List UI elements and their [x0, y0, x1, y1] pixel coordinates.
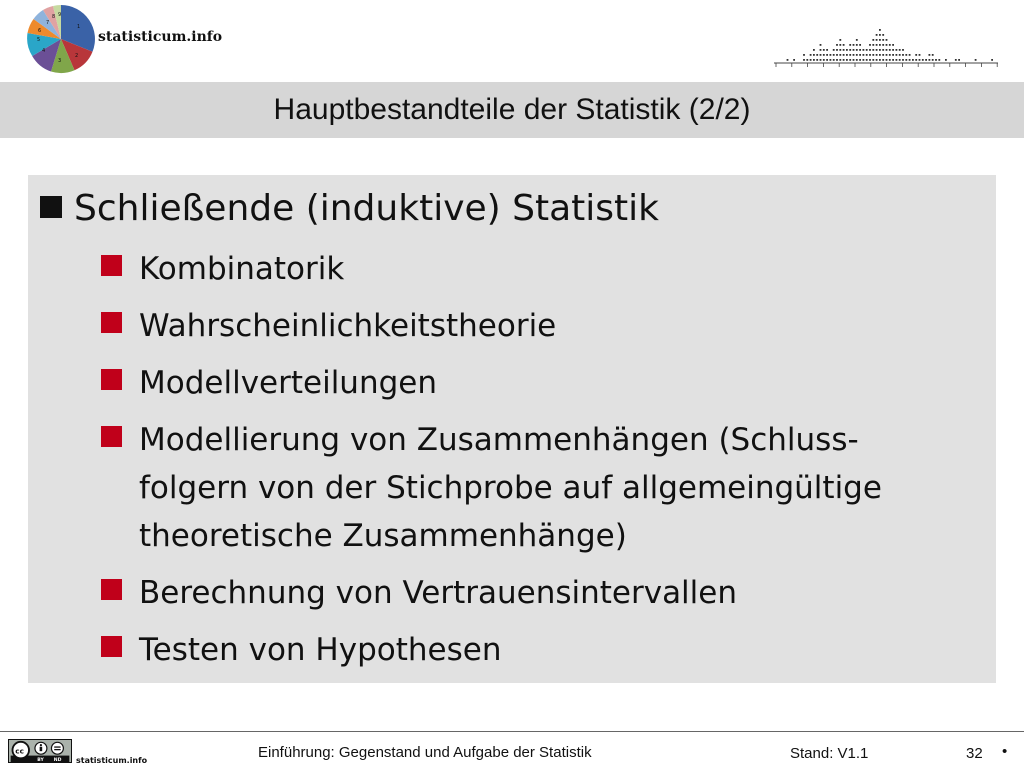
svg-text:cc: cc: [15, 746, 24, 756]
dotplot-dot: [820, 49, 822, 51]
dotplot-dot: [899, 49, 901, 51]
dotplot-dot: [935, 59, 937, 61]
dotplot-dot: [787, 59, 789, 61]
dotplot-dot: [886, 54, 888, 56]
slide-title: Hauptbestandteile der Statistik (2/2): [273, 93, 751, 126]
dotplot-dot: [886, 39, 888, 41]
dotplot-dot: [853, 54, 855, 56]
dotplot-dot: [859, 49, 861, 51]
dotplot-dot: [876, 49, 878, 51]
pie-label: 7: [46, 20, 50, 26]
dotplot-dot: [843, 54, 845, 56]
dotplot-dot: [876, 54, 878, 56]
dotplot-dot: [889, 44, 891, 46]
dotplot-dot: [810, 59, 812, 61]
dotplot-dot: [882, 54, 884, 56]
sub-bullet-label: Modellverteilungen: [139, 365, 437, 401]
dotplot-dot: [909, 54, 911, 56]
dotplot-dot: [843, 44, 845, 46]
dotplot-dot: [879, 44, 881, 46]
dotplot-dot: [836, 44, 838, 46]
dotplot-dot: [849, 49, 851, 51]
sub-bullet-label: Modellierung von Zusammenhängen (Schluss-folgern von der Stichprobe auf allgemeingültige theoretische Zusammenhänge): [139, 422, 882, 554]
sub-bullet-item: [101, 416, 961, 560]
dotplot-dot: [849, 59, 851, 61]
dotplot-dot: [879, 49, 881, 51]
dotplot-dot: [876, 39, 878, 41]
dotplot-dot: [863, 49, 865, 51]
dotplot-dot: [879, 59, 881, 61]
dotplot-dot: [833, 54, 835, 56]
dotplot-dot: [863, 54, 865, 56]
dotplot-dot: [872, 44, 874, 46]
pie-label: 6: [38, 28, 42, 34]
dotplot-dot: [919, 59, 921, 61]
dotplot-icon: [772, 10, 1000, 70]
pie-label: 3: [58, 58, 62, 64]
dotplot-dot: [826, 54, 828, 56]
logo-text: statisticum.info: [98, 29, 223, 45]
red-square-bullet-icon: [101, 255, 122, 276]
dotplot-dot: [869, 54, 871, 56]
dotplot-dot: [902, 49, 904, 51]
dotplot-dot: [859, 44, 861, 46]
dotplot-dot: [896, 59, 898, 61]
sub-bullet-label: Berechnung von Vertrauensintervallen: [139, 575, 738, 611]
content-panel: [28, 175, 996, 683]
dotplot-dot: [876, 44, 878, 46]
sub-bullet-item: [101, 302, 961, 350]
dotplot-dot: [843, 59, 845, 61]
dotplot-dot: [872, 59, 874, 61]
dotplot-dot: [823, 54, 825, 56]
dotplot-dot: [912, 59, 914, 61]
main-bullet-label: Schließende (induktive) Statistik: [74, 188, 659, 229]
dotplot-dot: [869, 49, 871, 51]
dotplot-dot: [816, 54, 818, 56]
dotplot-dot: [975, 59, 977, 61]
dotplot-dot: [879, 34, 881, 36]
red-square-bullet-icon: [101, 579, 122, 600]
dotplot-dot: [932, 54, 934, 56]
dotplot-dot: [938, 59, 940, 61]
dotplot-dot: [843, 49, 845, 51]
dotplot-dot: [925, 59, 927, 61]
dotplot-dot: [839, 49, 841, 51]
dotplot-dot: [958, 59, 960, 61]
dotplot-dot: [879, 54, 881, 56]
dotplot-dot: [849, 44, 851, 46]
dotplot-dot: [892, 59, 894, 61]
pie-label: 2: [75, 53, 79, 59]
dotplot-dot: [892, 49, 894, 51]
dotplot-dot: [866, 59, 868, 61]
sub-bullet-item: [101, 626, 961, 674]
footer-version: Stand: V1.1: [790, 745, 869, 762]
square-bullet-icon: [40, 196, 62, 218]
pie-label: 1: [77, 24, 81, 30]
pie-label: 5: [37, 37, 41, 43]
dotplot-dot: [830, 54, 832, 56]
dotplot-dot: [810, 54, 812, 56]
dotplot-dot: [886, 49, 888, 51]
sub-bullet-list: [101, 245, 961, 683]
dotplot-dot: [806, 59, 808, 61]
dotplot-dot: [882, 34, 884, 36]
dotplot-dot: [859, 59, 861, 61]
statisticum-logo-icon: [26, 4, 96, 74]
red-square-bullet-icon: [101, 369, 122, 390]
dotplot-dot: [820, 59, 822, 61]
cc-nd-label: ND: [53, 758, 62, 763]
main-bullet-item: [40, 185, 659, 233]
sub-bullet-item: [101, 245, 961, 293]
dotplot-dot: [846, 59, 848, 61]
dotplot-dot: [856, 49, 858, 51]
dotplot-dot: [905, 54, 907, 56]
dotplot-dot: [839, 59, 841, 61]
dotplot-dot: [899, 54, 901, 56]
dotplot-dot: [836, 49, 838, 51]
dotplot-dot: [879, 29, 881, 31]
dotplot-dot: [836, 54, 838, 56]
dotplot-dot: [902, 54, 904, 56]
dotplot-dot: [929, 59, 931, 61]
red-square-bullet-icon: [101, 312, 122, 333]
dotplot-dot: [856, 44, 858, 46]
dotplot-dot: [915, 54, 917, 56]
dotplot-dot: [872, 49, 874, 51]
pie-label: 8: [52, 14, 56, 20]
cc-by-label: BY: [37, 758, 44, 763]
dotplot-dot: [886, 59, 888, 61]
dotplot-dot: [856, 54, 858, 56]
dotplot-dot: [859, 54, 861, 56]
title-bar: [0, 82, 1024, 138]
dotplot-dot: [896, 54, 898, 56]
dotplot-dot: [846, 49, 848, 51]
cc-license-icon: [8, 739, 72, 763]
dotplot-dot: [853, 49, 855, 51]
footer-site-label: statisticum.info: [76, 756, 148, 765]
dotplot-dot: [839, 54, 841, 56]
dotplot-dot: [892, 54, 894, 56]
dotplot-dot: [823, 59, 825, 61]
dotplot-dot: [899, 59, 901, 61]
sub-bullet-item: [101, 359, 961, 407]
dotplot-dot: [892, 44, 894, 46]
dotplot-dot: [905, 59, 907, 61]
dotplot-dot: [856, 39, 858, 41]
footer-bullet: •: [1002, 743, 1008, 760]
pie-label: 9: [58, 12, 62, 18]
dotplot-dot: [820, 44, 822, 46]
dotplot-dot: [882, 39, 884, 41]
dotplot-dot: [889, 59, 891, 61]
dotplot-dot: [919, 54, 921, 56]
dotplot-dot: [826, 59, 828, 61]
dotplot-dot: [872, 54, 874, 56]
footer-course-title: Einführung: Gegenstand und Aufgabe der Statistik: [258, 744, 592, 761]
dotplot-dot: [813, 49, 815, 51]
dotplot-dot: [872, 39, 874, 41]
dotplot-dot: [813, 54, 815, 56]
sub-bullet-item: [101, 569, 961, 617]
dotplot-dot: [856, 59, 858, 61]
dotplot-dot: [866, 49, 868, 51]
dotplot-dot: [833, 49, 835, 51]
page-number: 32: [966, 745, 983, 762]
footer-divider: [0, 731, 1024, 732]
dotplot-dot: [909, 59, 911, 61]
dotplot-dot: [932, 59, 934, 61]
dotplot-dot: [820, 54, 822, 56]
dotplot-dot: [869, 44, 871, 46]
dotplot-dot: [882, 49, 884, 51]
dotplot-dot: [853, 44, 855, 46]
sub-bullet-label: Kombinatorik: [139, 251, 345, 287]
dotplot-dot: [882, 59, 884, 61]
dotplot-dot: [823, 49, 825, 51]
dotplot-dot: [830, 59, 832, 61]
dotplot-dot: [991, 59, 993, 61]
dotplot-dot: [929, 54, 931, 56]
sub-bullet-label: Testen von Hypothesen: [139, 632, 502, 668]
dotplot-dot: [876, 59, 878, 61]
dotplot-dot: [826, 49, 828, 51]
dotplot-dot: [833, 59, 835, 61]
pie-label: 4: [42, 48, 46, 54]
dotplot-dot: [866, 54, 868, 56]
dotplot-dot: [846, 54, 848, 56]
dotplot-dot: [902, 59, 904, 61]
dotplot-dot: [813, 59, 815, 61]
dotplot-dot: [839, 44, 841, 46]
dotplot-dot: [803, 54, 805, 56]
dotplot-dot: [882, 44, 884, 46]
dotplot-dot: [955, 59, 957, 61]
dotplot-dot: [863, 59, 865, 61]
dotplot-dot: [879, 39, 881, 41]
dotplot-dot: [836, 59, 838, 61]
dotplot-dot: [922, 59, 924, 61]
dotplot-dot: [896, 49, 898, 51]
dotplot-dot: [816, 59, 818, 61]
dotplot-dot: [889, 54, 891, 56]
red-square-bullet-icon: [101, 426, 122, 447]
dotplot-dot: [869, 59, 871, 61]
dotplot-dot: [853, 59, 855, 61]
dotplot-dot: [793, 59, 795, 61]
dotplot-dot: [915, 59, 917, 61]
red-square-bullet-icon: [101, 636, 122, 657]
dotplot-dot: [945, 59, 947, 61]
dotplot-dot: [889, 49, 891, 51]
dotplot-dot: [876, 34, 878, 36]
dotplot-dot: [849, 54, 851, 56]
dotplot-dot: [886, 44, 888, 46]
dotplot-dot: [803, 59, 805, 61]
sub-bullet-label: Wahrscheinlichkeitstheorie: [139, 308, 557, 344]
dotplot-dot: [839, 39, 841, 41]
